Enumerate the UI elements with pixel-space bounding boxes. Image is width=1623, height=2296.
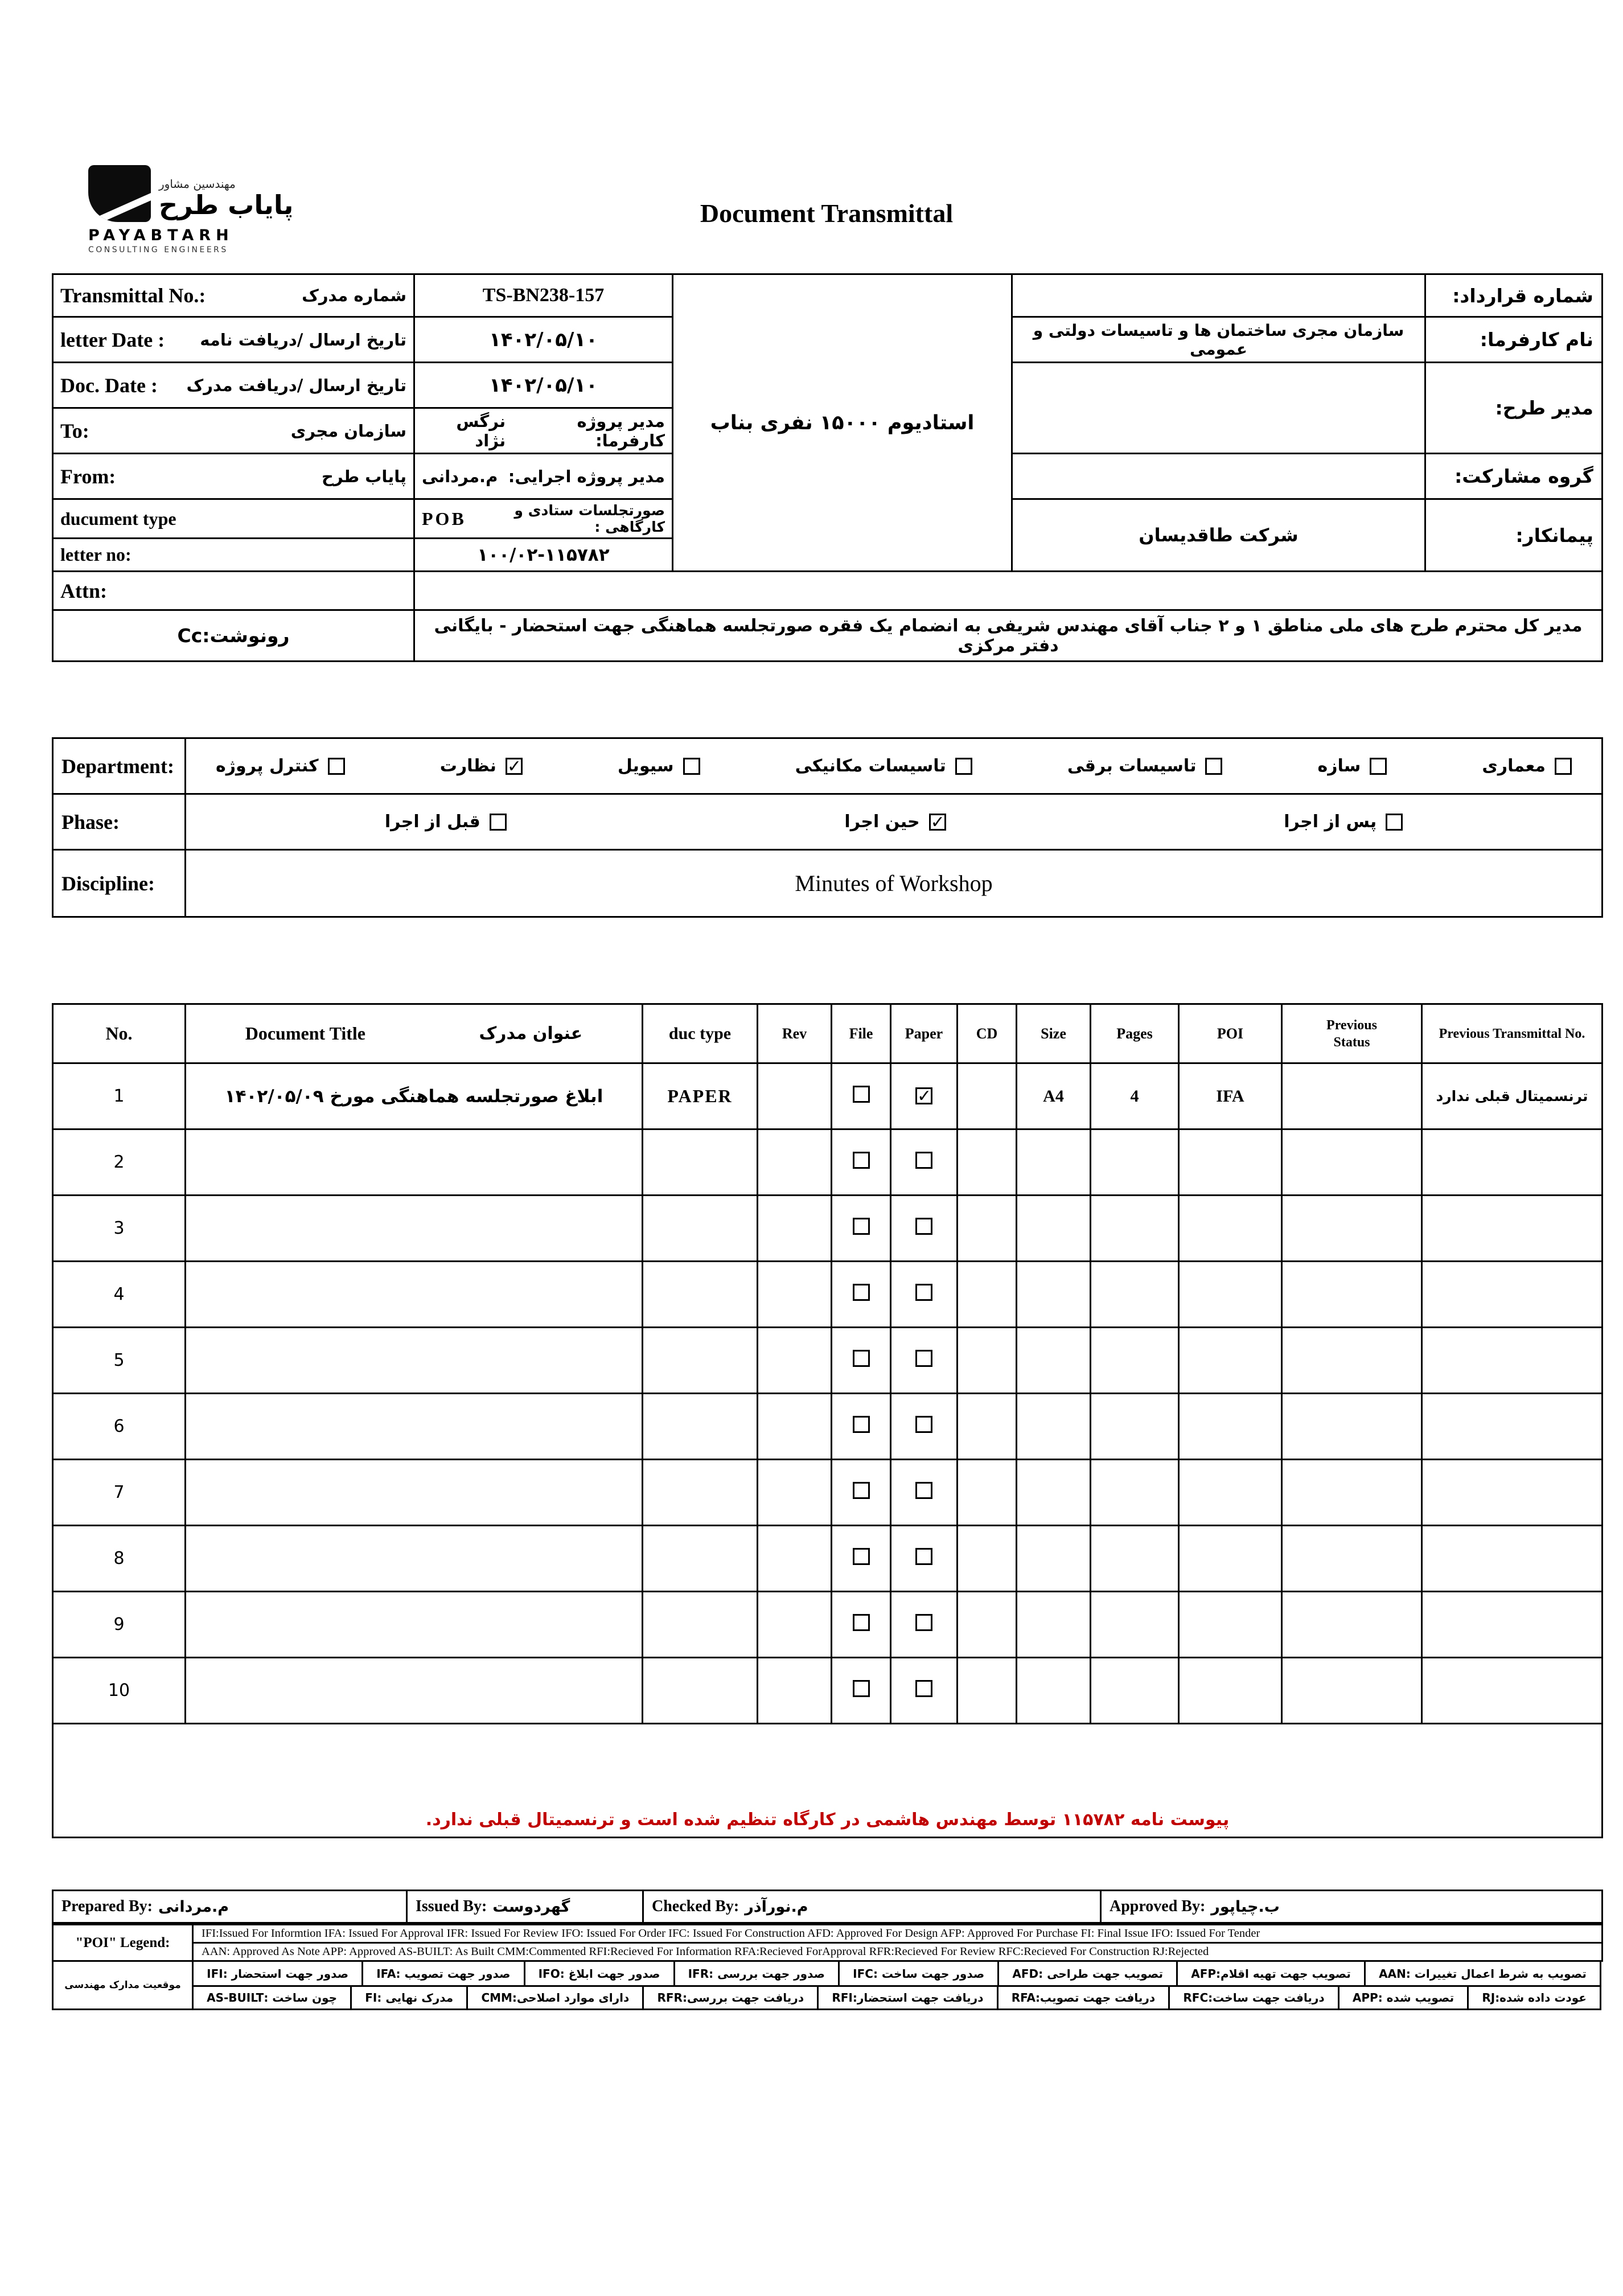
paper-checkbox[interactable] — [915, 1350, 932, 1367]
poi-legend-table — [52, 1924, 1603, 1962]
col-paper: Paper — [891, 1004, 958, 1063]
fa-legend-block — [52, 1962, 1601, 2010]
col-size: Size — [1017, 1004, 1091, 1063]
partnership-label: گروه مشارکت: — [1425, 454, 1603, 499]
page-header — [52, 0, 1601, 273]
from-label: From: — [60, 465, 116, 488]
department-label: Department: — [53, 738, 186, 794]
phase-post-execution: پس از اجرا — [1284, 812, 1403, 832]
approved-by-value: ب.چیاپور — [1211, 1897, 1280, 1916]
logo-en-subtitle: CONSULTING ENGINEERS — [88, 245, 228, 254]
issued-by-label: Issued By: — [416, 1897, 487, 1915]
legend-ifc: صدور جهت ساخت :IFC — [838, 1962, 997, 1985]
legend-aan: تصویب به شرط اعمال تغییرات :AAN — [1364, 1962, 1600, 1985]
paper-checkbox[interactable] — [915, 1680, 932, 1697]
legend-afp: تصویب جهت تهیه اقلام:AFP — [1176, 1962, 1364, 1985]
dept-architecture: معماری — [1482, 756, 1572, 776]
dept-supervision-checkbox[interactable]: ✓ — [506, 758, 523, 775]
dept-structure: سازه — [1318, 756, 1387, 776]
phase-options — [193, 812, 1595, 832]
doc-type-label-cell — [53, 499, 414, 539]
table-row: 1 ابلاغ صورتجلسه هماهنگی مورخ ۱۴۰۲/۰۵/۰۹ PAPER ✓ A4 4 IFA ترنسمیتال قبلی ندارد — [53, 1063, 1603, 1129]
transmittal-no-value: TS-BN238-157 — [414, 274, 673, 317]
page-title: Document Transmittal — [700, 199, 954, 228]
fa-legend-row-2 — [194, 1985, 1600, 2009]
col-rev: Rev — [758, 1004, 832, 1063]
prepared-by-cell — [53, 1891, 407, 1923]
legend-ifr: صدور جهت بررسی :IFR — [673, 1962, 839, 1985]
approved-by-label: Approved By: — [1110, 1897, 1206, 1915]
from-value: پایاب طرح — [321, 466, 406, 486]
poi-legend-line1: IFI:Issued For Informtion IFA: Issued For Approval IFR: Issued For Review IFO: Issued For Order IFC: Issued For Construction AFD: Approved For Design AFP: Approved For Purchase FI: Final Issue IFO: Issued For Tender — [193, 1925, 1603, 1943]
paper-checkbox[interactable] — [915, 1218, 932, 1235]
doc-table-header-row — [53, 1004, 1603, 1063]
file-checkbox[interactable] — [853, 1350, 870, 1367]
doc-date-label-en: Doc. Date : — [60, 373, 158, 397]
transmittal-no-label-fa: شماره مدرک — [302, 286, 406, 305]
department-options — [193, 756, 1595, 776]
attn-value — [414, 572, 1603, 610]
doc-type-value-cell — [414, 499, 673, 539]
phase-during-execution-checkbox[interactable]: ✓ — [929, 814, 946, 831]
file-checkbox[interactable] — [853, 1152, 870, 1169]
logo-en-name: PAYABTARH — [88, 227, 234, 244]
legend-rj: عودت داده شده:RJ — [1467, 1987, 1600, 2009]
doc-date-label-fa: تاریخ ارسال /دریافت مدرک — [186, 375, 406, 395]
letter-no-label-cell — [53, 539, 414, 572]
logo-fa-tagline: مهندسین مشاور — [159, 177, 236, 191]
legend-afd: تصویب جهت طراحی :AFD — [997, 1962, 1176, 1985]
poi-legend-label: "POI" Legend: — [53, 1925, 193, 1961]
to-value: سازمان مجری — [290, 421, 406, 441]
contract-no-label: شماره قرارداد: — [1425, 274, 1603, 317]
col-file: File — [832, 1004, 891, 1063]
paper-checkbox[interactable] — [915, 1152, 932, 1169]
poi-legend-line2: AAN: Approved As Note APP: Approved AS-BUILT: As Built CMM:Commented RFI:Recieved For Information RFA:Recieved ForApproval RFR:Recieved For Review RFC:Recieved For Construction RJ:Rejected — [193, 1943, 1603, 1961]
doc-type-fa: صورتجلسات ستادی و کارگاهی : — [514, 502, 665, 535]
client-pm-label: مدیر پروژه کارفرما: — [577, 411, 665, 450]
col-cd: CD — [958, 1004, 1017, 1063]
project-name: استادیوم ۱۵۰۰۰ نفری بناب — [673, 274, 1012, 572]
issued-by-value: گهردوست — [492, 1897, 570, 1916]
col-prev-transmittal: Previous Transmittal No. — [1422, 1004, 1603, 1063]
checked-by-cell — [643, 1891, 1101, 1923]
file-checkbox[interactable] — [853, 1548, 870, 1565]
file-checkbox[interactable] — [853, 1284, 870, 1301]
dept-electrical: تاسیسات برقی — [1067, 756, 1223, 776]
col-prev-status: Previous Status — [1282, 1004, 1422, 1063]
dept-project-control: کنترل پروژه — [216, 756, 345, 776]
dept-supervision: نظارت ✓ — [439, 756, 521, 777]
file-checkbox[interactable] — [853, 1614, 870, 1631]
table-row: 10 — [53, 1658, 1603, 1724]
client-pm-cell — [414, 408, 673, 454]
doc-type-label: ducument type — [60, 508, 176, 529]
file-checkbox[interactable] — [853, 1482, 870, 1499]
paper-checkbox[interactable] — [915, 1284, 932, 1301]
col-poi: POI — [1179, 1004, 1282, 1063]
attn-label: Attn: — [60, 579, 107, 602]
attachment-note: پیوست نامه ۱۱۵۷۸۲ توسط مهندس هاشمی در کارگاه تنظیم شده است و ترنسمیتال قبلی ندارد. — [425, 1810, 1230, 1830]
dept-mechanical-checkbox[interactable] — [955, 758, 972, 775]
doc-type-value: POB — [422, 508, 466, 529]
legend-rfa: دریافت جهت تصویب:RFA — [997, 1987, 1169, 2009]
prepared-by-label: Prepared By: — [61, 1897, 153, 1915]
table-row: 2 — [53, 1129, 1603, 1196]
issued-by-cell — [407, 1891, 643, 1923]
cc-value: مدیر کل محترم طرح های ملی مناطق ۱ و ۲ جناب آقای مهندس شریفی به انضمام یک فقره صورتجلسه هماهنگی جهت استحضار - بایگانی دفتر مرکزی — [414, 610, 1603, 662]
logo-fa-name: پایاب طرح — [159, 190, 294, 221]
dept-civil-checkbox[interactable] — [683, 758, 700, 775]
fa-legend-row-1 — [194, 1962, 1600, 1985]
dept-structure-checkbox[interactable] — [1370, 758, 1387, 775]
col-title-en: Document Title — [245, 1023, 365, 1044]
letter-date-value: ۱۴۰۲/۰۵/۱۰ — [414, 317, 673, 363]
legend-app: تصویب شده :APP — [1338, 1987, 1467, 2009]
table-row: 3 — [53, 1196, 1603, 1262]
signoff-table — [52, 1890, 1603, 1924]
legend-ifi: صدور جهت استحضار :IFI — [207, 1966, 349, 1981]
checked-by-value: م.نورآذر — [745, 1897, 808, 1916]
prepared-by-value: م.مردانی — [158, 1897, 229, 1916]
from-cell — [53, 454, 414, 499]
transmittal-no-label-cell — [53, 274, 414, 317]
phase-options-cell — [186, 794, 1603, 850]
table-row: 8 — [53, 1526, 1603, 1592]
phase-post-execution-checkbox[interactable] — [1386, 814, 1403, 831]
exec-pm-cell — [414, 454, 673, 499]
cc-label: رونوشت:Cc — [177, 625, 290, 647]
legend-asbuilt: چون ساخت :AS-BUILT — [207, 1991, 338, 2005]
col-title — [186, 1004, 643, 1063]
phase-label: Phase: — [53, 794, 186, 850]
exec-pm-value: م.مردانی — [422, 466, 498, 486]
paper-checkbox[interactable]: ✓ — [915, 1087, 932, 1104]
dept-project-control-checkbox[interactable] — [328, 758, 345, 775]
discipline-label: Discipline: — [53, 850, 186, 917]
table-row: 5 — [53, 1328, 1603, 1394]
client-name-label: نام کارفرما: — [1425, 317, 1603, 363]
client-pm-value: نرگس نژاد — [456, 411, 506, 450]
phase-pre-execution-checkbox[interactable] — [490, 814, 507, 831]
file-checkbox[interactable] — [853, 1416, 870, 1433]
legend-rfi: دریافت جهت استحضار:RFI — [817, 1987, 996, 2009]
department-options-cell — [186, 738, 1603, 794]
to-label: To: — [60, 419, 89, 442]
letter-date-label-en: letter Date : — [60, 328, 165, 351]
legend-rfc: دریافت جهت ساخت:RFC — [1168, 1987, 1338, 2009]
to-cell — [53, 408, 414, 454]
phase-during-execution: حین اجرا ✓ — [844, 812, 945, 832]
col-title-fa: عنوان مدرک — [479, 1024, 583, 1044]
dept-electrical-checkbox[interactable] — [1205, 758, 1222, 775]
doc-title-1: ابلاغ صورتجلسه هماهنگی مورخ ۱۴۰۲/۰۵/۰۹ — [186, 1063, 643, 1129]
letter-no-value: ۱۰۰/۰۲-۱۱۵۷۸۲ — [414, 539, 673, 572]
dept-architecture-checkbox[interactable] — [1555, 758, 1572, 775]
file-checkbox[interactable] — [853, 1680, 870, 1697]
paper-checkbox[interactable] — [915, 1482, 932, 1499]
doc-date-value: ۱۴۰۲/۰۵/۱۰ — [414, 363, 673, 408]
paper-checkbox[interactable] — [915, 1614, 932, 1631]
approved-by-cell — [1101, 1891, 1603, 1923]
col-no: No. — [53, 1004, 186, 1063]
table-row: 4 — [53, 1262, 1603, 1328]
department-table — [52, 737, 1603, 918]
legend-fi: مدرک نهایی :FI — [350, 1987, 466, 2009]
design-manager-label: مدیر طرح: — [1425, 363, 1603, 454]
checked-by-label: Checked By: — [652, 1897, 739, 1915]
exec-pm-label: مدیر پروژه اجرایی: — [508, 466, 665, 486]
contract-no-value — [1012, 274, 1425, 317]
partnership-value — [1012, 454, 1425, 499]
discipline-value: Minutes of Workshop — [186, 850, 1603, 917]
client-name-value: سازمان مجری ساختمان ها و تاسیسات دولتی و عمومی — [1012, 317, 1425, 363]
contractor-label: پیمانکار: — [1425, 499, 1603, 572]
paper-checkbox[interactable] — [915, 1416, 932, 1433]
legend-cmm: دارای موارد اصلاحی:CMM — [466, 1987, 642, 2009]
col-duc-type: duc type — [643, 1004, 758, 1063]
letter-no-label: letter no: — [60, 544, 132, 565]
legend-ifo: صدور جهت ابلاغ :IFO — [524, 1962, 673, 1985]
note-row — [53, 1724, 1603, 1838]
dept-mechanical: تاسیسات مکانیکی — [795, 756, 972, 776]
document-list-table — [52, 1003, 1603, 1838]
transmittal-no-label-en: Transmittal No.: — [60, 284, 206, 307]
legend-rfr: دریافت جهت بررسی:RFR — [642, 1987, 817, 2009]
table-row: 7 — [53, 1460, 1603, 1526]
attn-label-cell — [53, 572, 414, 610]
table-row: 6 — [53, 1394, 1603, 1460]
fa-legend-label: موقعیت مدارک مهندسی — [54, 1962, 194, 2009]
file-checkbox[interactable] — [853, 1218, 870, 1235]
file-checkbox[interactable] — [853, 1086, 870, 1103]
doc-date-label-cell — [53, 363, 414, 408]
transmittal-info-table — [52, 273, 1603, 662]
contractor-value: شرکت طاقدیسان — [1012, 499, 1425, 572]
table-row: 9 — [53, 1592, 1603, 1658]
legend-ifa: صدور جهت تصویب :IFA — [361, 1962, 523, 1985]
letter-date-label-cell — [53, 317, 414, 363]
paper-checkbox[interactable] — [915, 1548, 932, 1565]
col-pages: Pages — [1091, 1004, 1179, 1063]
cc-label-cell — [53, 610, 414, 662]
dept-civil: سیویل — [618, 756, 700, 776]
design-manager-value — [1012, 363, 1425, 454]
letter-date-label-fa: تاریخ ارسال /دریافت نامه — [200, 330, 406, 350]
phase-pre-execution: قبل از اجرا — [385, 812, 507, 832]
